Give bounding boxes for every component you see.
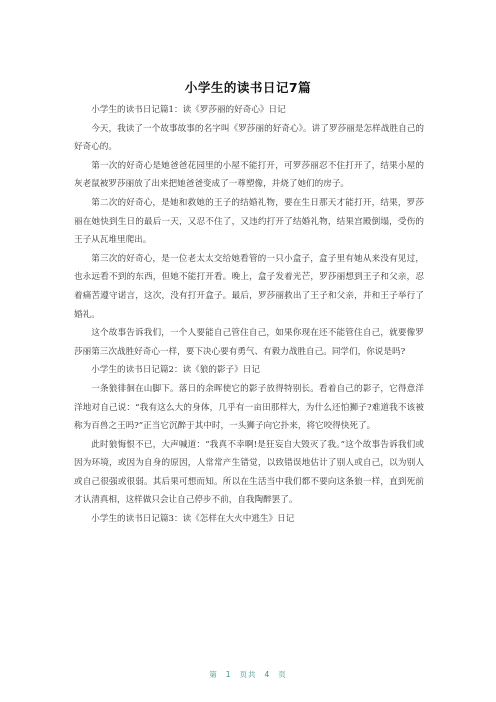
body-paragraph: 此时狼悔恨不已，大声喊道：“我真不幸啊!是狂妄自大毁灭了我。”这个故事告诉我们或因为环境，或因为自身的原因，人常常产生错觉，以致错误地估计了别人或自己，以为别人或自己很强或很弱。其后果可想而知。所以在生活当中我们都不要向这条狼一样，直到死前才认清真相，这样做只会让自己停步不前，自我陶醉罢了。 bbox=[74, 439, 424, 506]
body-paragraph: 第二次的好奇心，是她和救她的王子的结婚礼物，要在生日那天才能打开，结果，罗莎丽在她快到生日的最后一天，又忍不住了，又违约打开了结婚礼物，结果宫殿倒塌，受伤的王子从瓦堆里爬出。 bbox=[74, 197, 424, 246]
body-paragraph: 一条狼徘徊在山脚下。落日的余晖使它的影子放得特别长。看着自己的影子，它得意洋洋地对自己说：“我有这么大的身体，几乎有一亩田那样大，为什么还怕狮子?难道我不该被称为百兽之王吗?”正当它沉醉于其中时，一头狮子向它扑来，将它咬得快死了。 bbox=[74, 383, 424, 432]
section-heading: 小学生的读书日记篇1：读《罗莎丽的好奇心》日记 bbox=[91, 105, 286, 115]
document-title: 小学生的读书日记7篇 bbox=[184, 80, 312, 95]
body-paragraph: 今天，我读了一个故事故事的名字叫《罗莎丽的好奇心》。讲了罗莎丽是怎样战胜自己的好奇心的。 bbox=[74, 123, 424, 153]
section-heading: 小学生的读书日记篇2：读《狼的影子》日记 bbox=[91, 365, 260, 376]
body-paragraph: 这个故事告诉我们，一个人要能自己管住自己，如果你现在还不能管住自己，就要像罗莎丽第三次战胜好奇心一样，要下决心要有勇气、有毅力战胜自己。同学们，你说是吗? bbox=[74, 328, 424, 357]
footer-mid: 页共 bbox=[239, 670, 257, 679]
footer-current-page: 1 bbox=[225, 670, 232, 679]
footer-prefix: 第 bbox=[209, 670, 218, 679]
body-paragraph: 第三次的好奇心，是一位老太太交给她看管的一只小盒子，盒子里有她从来没有见过，也永远看不到的东西，但她不能打开看。晚上，盒子发着光芒，罗莎丽想到王子和父亲，忍着痛苦遵守诺言，这次，没有打开盒子。最后，罗莎丽救出了王子和父亲，并和王子举行了婚礼。 bbox=[74, 253, 424, 320]
body-paragraph: 第一次的好奇心是她爸爸花园里的小屋不能打开，可罗莎丽忍不住打开了，结果小屋的灰老鼠被罗莎丽放了出来把她爸爸变成了一尊塑像，并烧了她们的房子。 bbox=[74, 160, 424, 190]
section-heading: 小学生的读书日记篇3：读《怎样在大火中逃生》日记 bbox=[91, 514, 295, 525]
page-footer bbox=[0, 669, 496, 680]
footer-suffix: 页 bbox=[278, 670, 287, 679]
document-body bbox=[74, 101, 424, 529]
footer-total-pages: 4 bbox=[264, 670, 271, 679]
